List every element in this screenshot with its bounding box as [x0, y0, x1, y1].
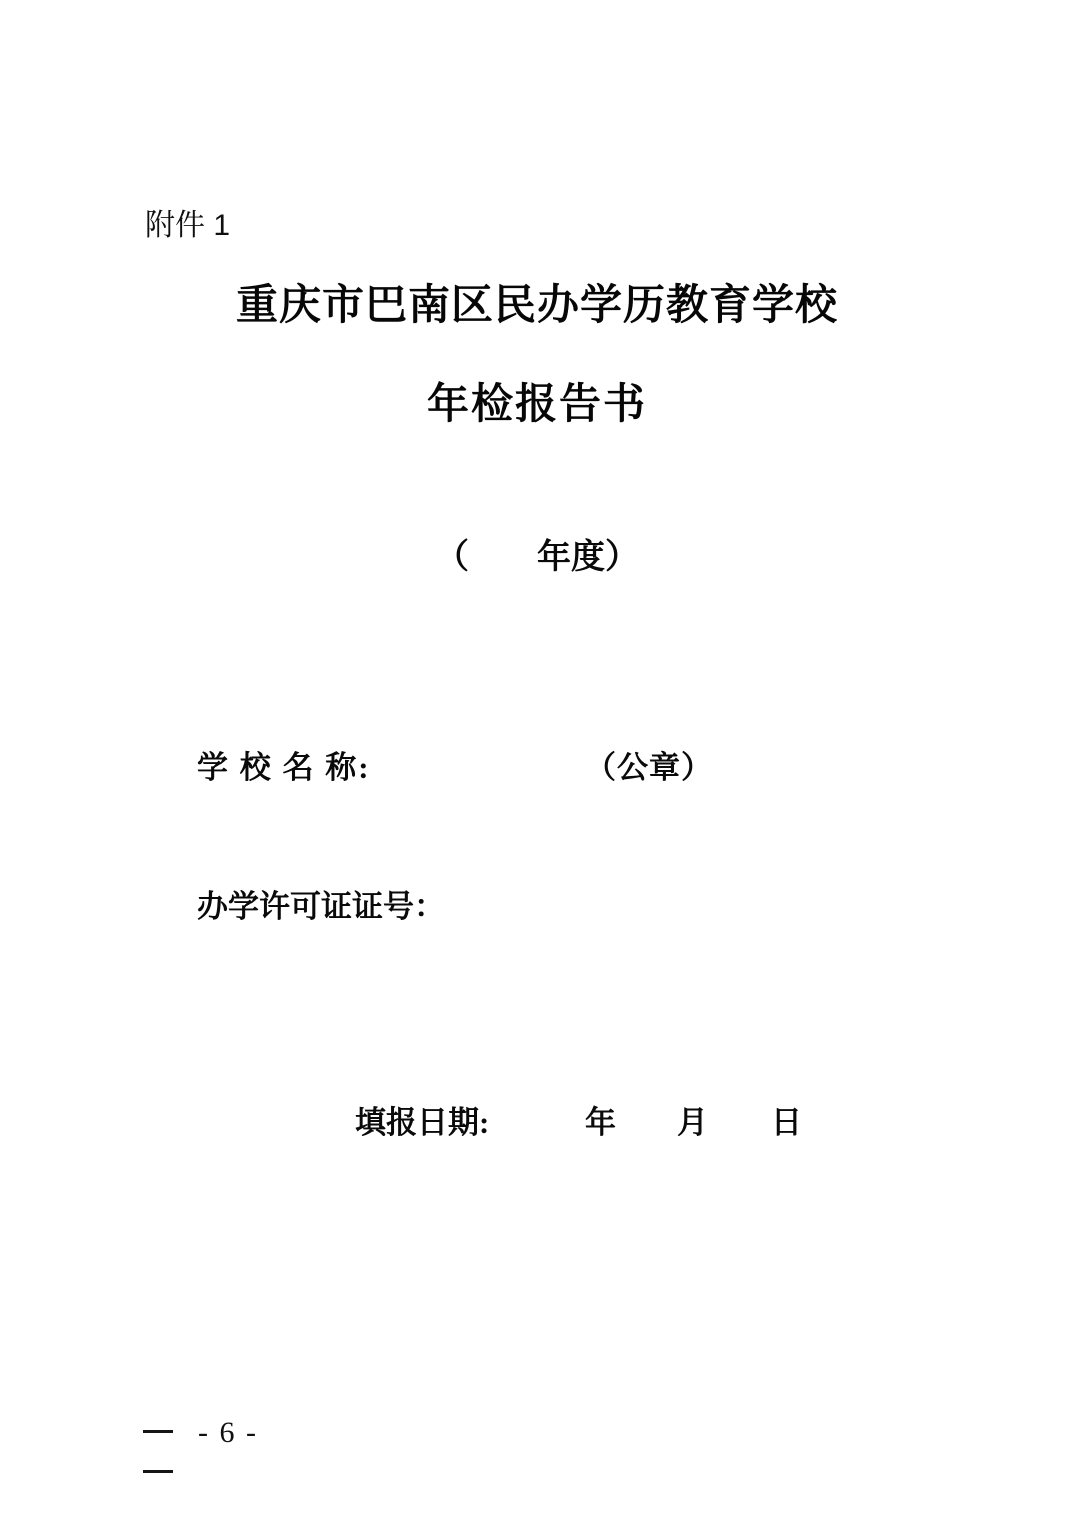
license-number-label: 办学许可证证号： [197, 889, 445, 924]
fill-date-label: 填报日期: [355, 1105, 490, 1140]
fill-date-line [0, 1097, 1074, 1139]
document-title-line2: 年检报告书 [426, 382, 647, 428]
document-title-line1: 重庆市巴南区民办学历教育学校 [235, 283, 838, 329]
page-number: - 6 - [198, 1416, 258, 1449]
margin-dash-bottom [143, 1470, 173, 1473]
year-blank-field: （ 年度） [435, 539, 639, 576]
date-day-label: 日 [771, 1105, 802, 1140]
date-month-label: 月 [677, 1105, 708, 1140]
school-name-line [0, 742, 1074, 784]
margin-dash-top [143, 1430, 173, 1433]
official-seal-label: （公章） [585, 750, 713, 785]
date-year-label: 年 [585, 1105, 616, 1140]
school-name-label: 学 校 名 称: [197, 750, 371, 785]
attachment-label: 附件 1 [145, 209, 231, 242]
